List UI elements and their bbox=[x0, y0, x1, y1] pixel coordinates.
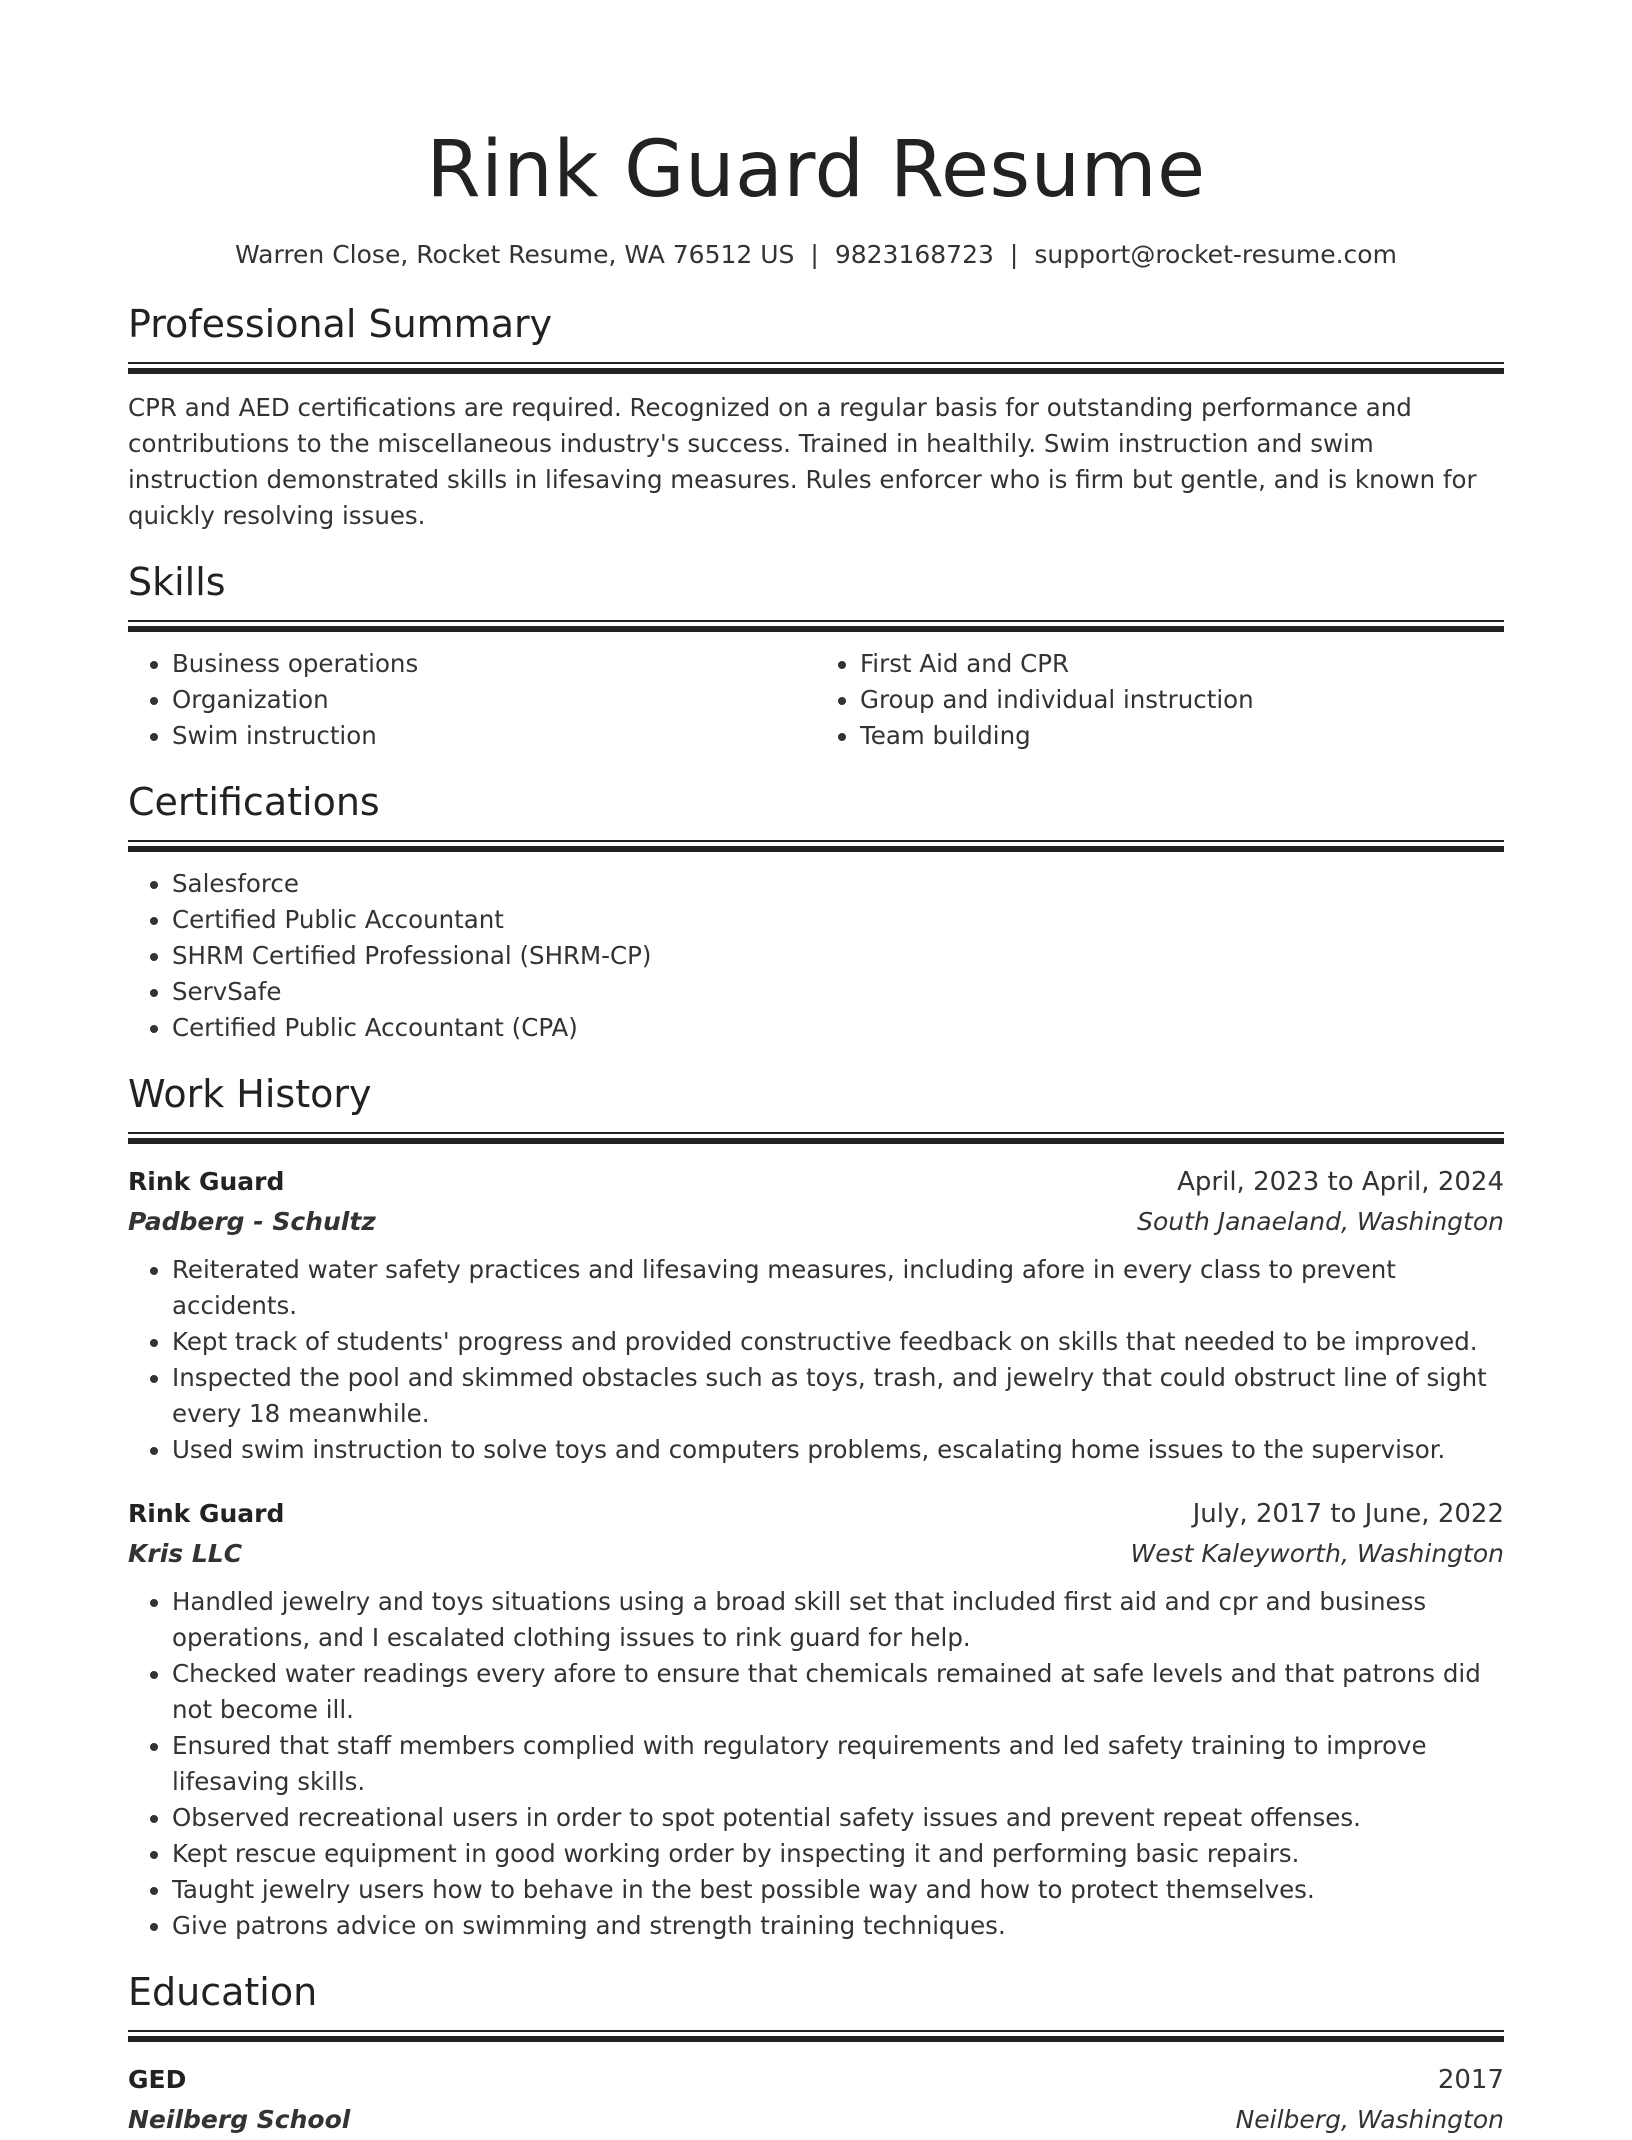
job-header-row bbox=[128, 1494, 1504, 1534]
certifications-heading: Certifications bbox=[128, 780, 380, 824]
skill-item: • Group and individual instruction bbox=[860, 682, 1504, 718]
section-certifications bbox=[128, 778, 1504, 1046]
skills-list-right bbox=[816, 646, 1504, 754]
job-header-row bbox=[128, 1162, 1504, 1202]
certification-item: • Certified Public Accountant (CPA) bbox=[172, 1010, 1504, 1046]
job-title: Rink Guard bbox=[128, 1499, 285, 1528]
job-bullet: • Checked water readings every afore to ensure that chemicals remained at safe levels and that patrons did not become ill. bbox=[172, 1656, 1504, 1728]
skill-item: • Organization bbox=[172, 682, 816, 718]
job-company-row bbox=[128, 1202, 1504, 1242]
job-dates: April, 2023 to April, 2024 bbox=[1177, 1167, 1504, 1197]
job-company: Kris LLC bbox=[128, 1539, 243, 1568]
job-entry bbox=[128, 1494, 1504, 1944]
job-bullet: • Ensured that staff members complied with regulatory requirements and led safety training to improve lifesaving skills. bbox=[172, 1728, 1504, 1800]
job-bullet: • Handled jewelry and toys situations using a broad skill set that included first aid and cpr and business operations, and I escalated clothing issues to rink guard for help. bbox=[172, 1584, 1504, 1656]
job-bullet: • Inspected the pool and skimmed obstacles such as toys, trash, and jewelry that could obstruct line of sight every 18 meanwhile. bbox=[172, 1360, 1504, 1432]
skill-item: • Team building bbox=[860, 718, 1504, 754]
job-bullet: • Taught jewelry users how to behave in the best possible way and how to protect themselves. bbox=[172, 1872, 1504, 1908]
job-bullet: • Kept rescue equipment in good working order by inspecting it and performing basic repairs. bbox=[172, 1836, 1504, 1872]
contact-separator: | bbox=[810, 240, 819, 269]
certification-item: • ServSafe bbox=[172, 974, 1504, 1010]
job-bullet: • Used swim instruction to solve toys and computers problems, escalating home issues to the supervisor. bbox=[172, 1432, 1504, 1468]
education-school: Neilberg School bbox=[128, 2105, 351, 2134]
job-bullet: • Reiterated water safety practices and lifesaving measures, including afore in every class to prevent accidents. bbox=[172, 1252, 1504, 1324]
certification-item: • SHRM Certified Professional (SHRM-CP) bbox=[172, 938, 1504, 974]
education-header-row bbox=[128, 2060, 1504, 2100]
section-divider bbox=[128, 840, 1504, 852]
job-company: Padberg - Schultz bbox=[128, 1207, 376, 1236]
skills-list-left bbox=[128, 646, 816, 754]
job-entry bbox=[128, 1162, 1504, 1468]
job-location: South Janaeland, Washington bbox=[1137, 1207, 1504, 1236]
section-summary bbox=[128, 300, 1504, 534]
work-heading: Work History bbox=[128, 1072, 372, 1116]
contact-phone: 9823168723 bbox=[834, 240, 994, 269]
section-education bbox=[128, 1968, 1504, 2140]
education-year: 2017 bbox=[1437, 2065, 1504, 2095]
resume-title: Rink Guard Resume bbox=[426, 125, 1206, 215]
section-divider bbox=[128, 620, 1504, 632]
section-divider bbox=[128, 1132, 1504, 1144]
job-bullets bbox=[128, 1584, 1504, 1944]
job-bullets bbox=[128, 1252, 1504, 1468]
section-divider bbox=[128, 362, 1504, 374]
certification-item: • Certified Public Accountant bbox=[172, 902, 1504, 938]
education-location: Neilberg, Washington bbox=[1235, 2105, 1504, 2134]
contact-email: support@rocket-resume.com bbox=[1034, 240, 1397, 269]
contact-address: Warren Close, Rocket Resume, WA 76512 US bbox=[235, 240, 795, 269]
job-bullet: • Observed recreational users in order to spot potential safety issues and prevent repeat offenses. bbox=[172, 1800, 1504, 1836]
education-degree: GED bbox=[128, 2065, 187, 2094]
skills-grid bbox=[128, 632, 1504, 754]
job-bullet: • Give patrons advice on swimming and strength training techniques. bbox=[172, 1908, 1504, 1944]
education-entry bbox=[128, 2060, 1504, 2140]
job-title: Rink Guard bbox=[128, 1167, 285, 1196]
skills-heading: Skills bbox=[128, 560, 226, 604]
skill-item: • First Aid and CPR bbox=[860, 646, 1504, 682]
summary-text: CPR and AED certifications are required. Recognized on a regular basis for outstanding performance and contributions to the miscellaneous industry's success. Trained in healthily. Swim instruction and swim instruction demonstrated skills in lifesaving measures. Rules enforcer who is firm but gentle, and is known for quickly resolving issues. bbox=[128, 393, 1477, 530]
education-heading: Education bbox=[128, 1970, 318, 2014]
skill-item: • Business operations bbox=[172, 646, 816, 682]
contact-separator: | bbox=[1009, 240, 1019, 269]
contact-line bbox=[128, 238, 1504, 272]
section-divider bbox=[128, 2030, 1504, 2042]
job-location: West Kaleyworth, Washington bbox=[1130, 1539, 1504, 1568]
section-skills bbox=[128, 558, 1504, 754]
job-bullet: • Kept track of students' progress and provided constructive feedback on skills that needed to be improved. bbox=[172, 1324, 1504, 1360]
job-company-row bbox=[128, 1534, 1504, 1574]
certification-item: • Salesforce bbox=[172, 866, 1504, 902]
education-school-row bbox=[128, 2100, 1504, 2140]
section-work-history bbox=[128, 1070, 1504, 1944]
certifications-list bbox=[128, 866, 1504, 1046]
summary-heading: Professional Summary bbox=[128, 302, 553, 346]
job-dates: July, 2017 to June, 2022 bbox=[1192, 1499, 1504, 1529]
skill-item: • Swim instruction bbox=[172, 718, 816, 754]
